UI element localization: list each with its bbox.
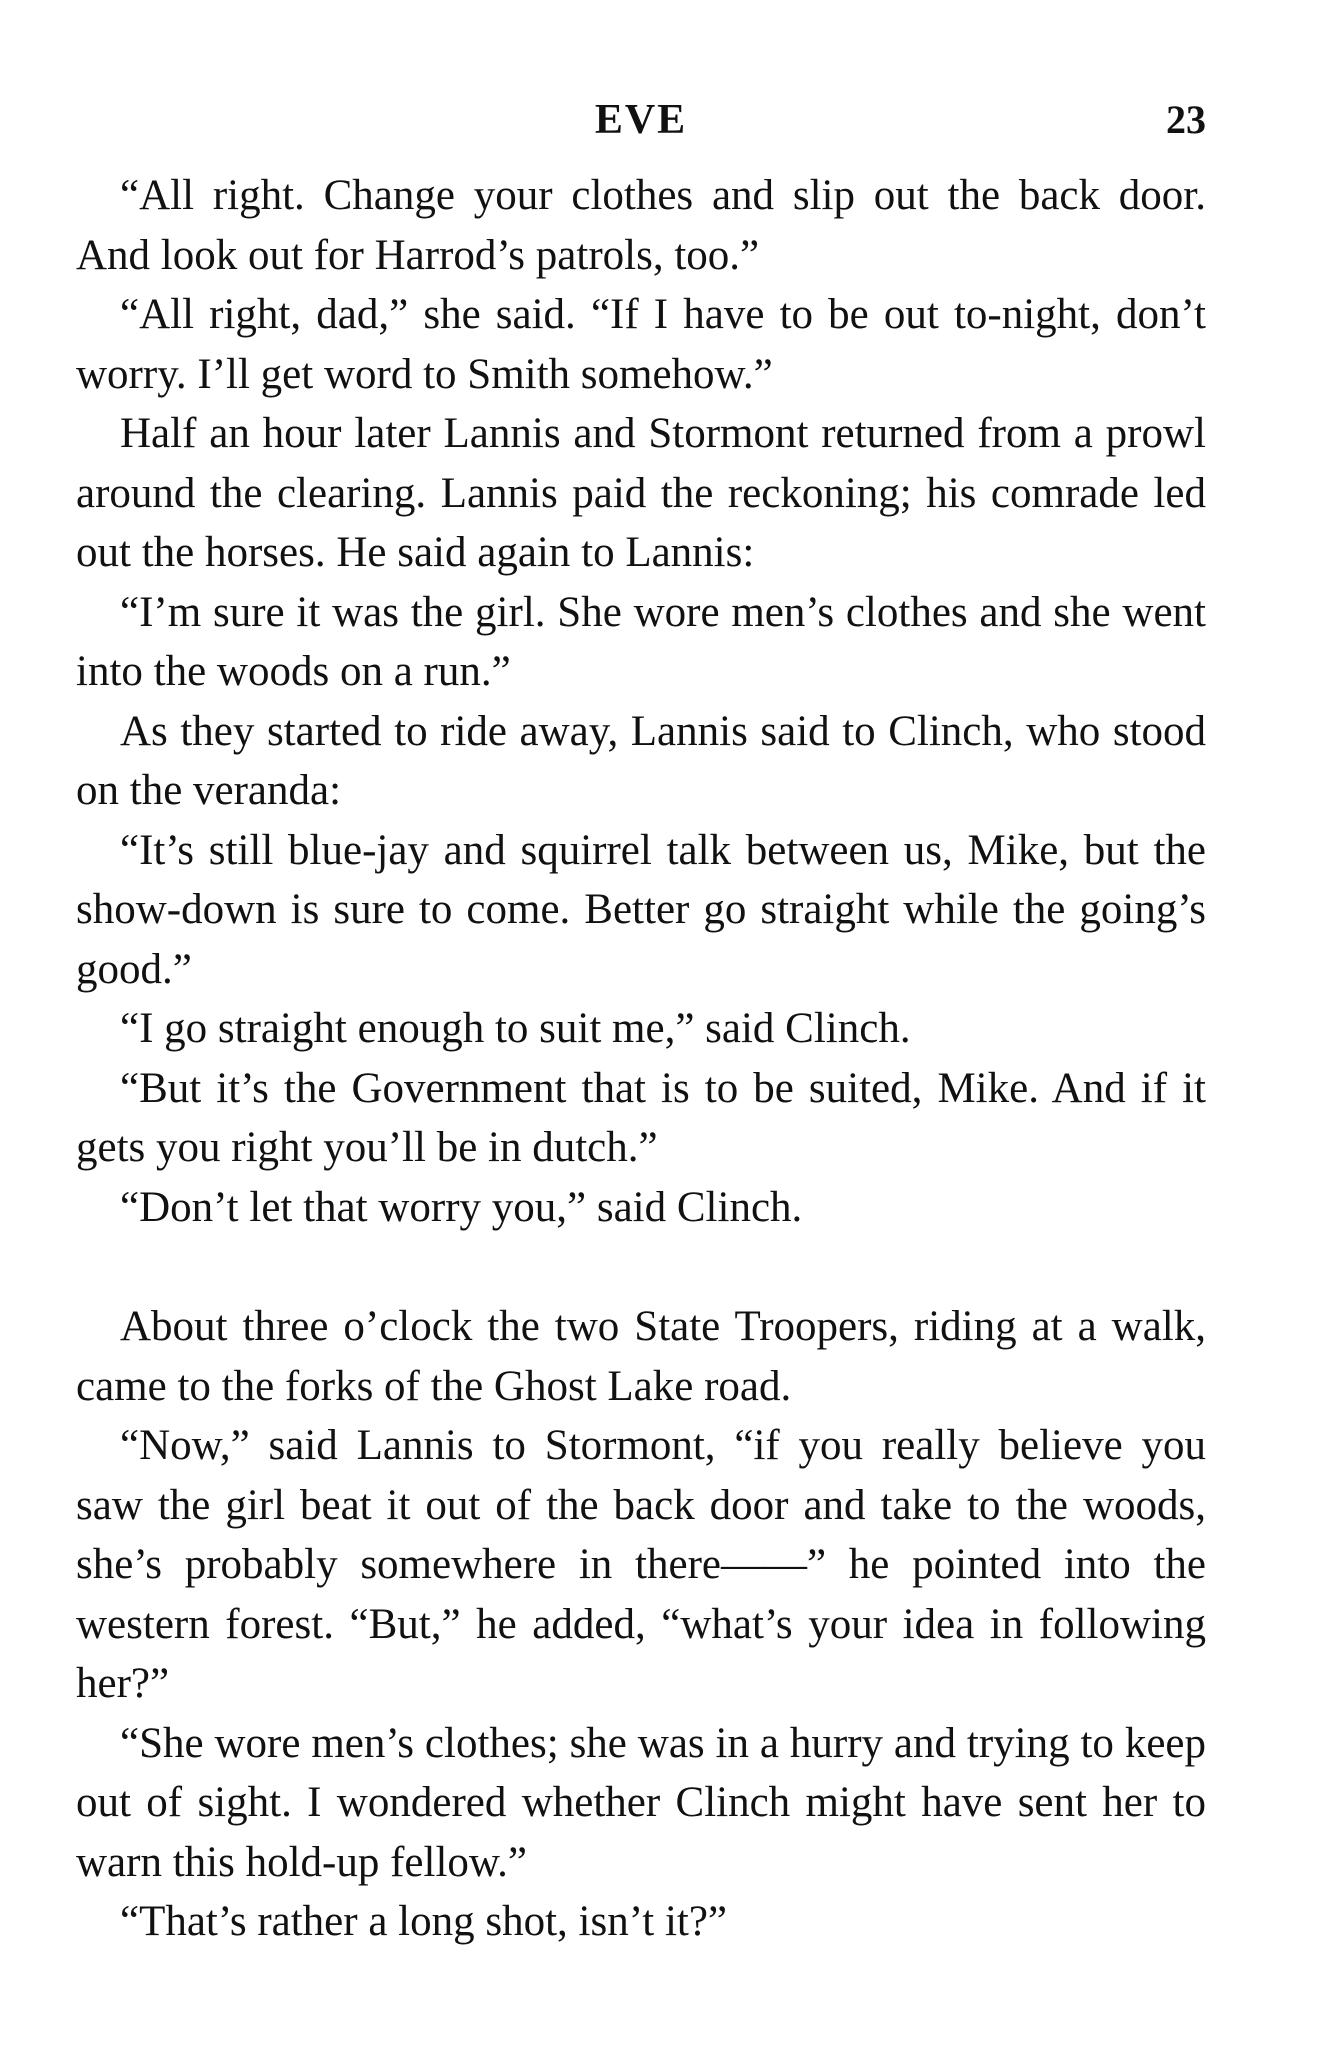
running-title: EVE xyxy=(594,97,688,143)
paragraph: Half an hour later Lannis and Stormont returned from a prowl around the clearing. Lannis paid the reckoning; his comrade led out the horses. He said again to Lannis: xyxy=(76,410,1206,576)
body-text xyxy=(76,166,1206,1952)
paragraph: “Don’t let that worry you,” said Clinch. xyxy=(120,1183,803,1231)
running-header xyxy=(76,96,1206,156)
paragraph: “She wore men’s clothes; she was in a hurry and trying to keep out of sight. I wondered whether Clinch might have sent her to warn this hold-up fellow.” xyxy=(76,1719,1206,1886)
page-number: 23 xyxy=(1166,97,1206,142)
paragraph: “That’s rather a long shot, isn’t it?” xyxy=(120,1898,728,1945)
section-break xyxy=(76,1237,1206,1297)
paragraph: “It’s still blue-jay and squirrel talk between us, Mike, but the show-down is sure to come. Better go straight while the going’s good.” xyxy=(76,826,1206,993)
paragraph: About three o’clock the two State Troopers, riding at a walk, came to the forks of the Ghost Lake road. xyxy=(76,1303,1206,1410)
paragraph: “All right. Change your clothes and slip out the back door. And look out for Harrod’s patrols, too.” xyxy=(76,172,1206,279)
paragraph: “I go straight enough to suit me,” said Clinch. xyxy=(120,1005,911,1052)
paragraph: As they started to ride away, Lannis said to Clinch, who stood on the veranda: xyxy=(76,707,1206,814)
paragraph: “I’m sure it was the girl. She wore men’s clothes and she went into the woods on a run.” xyxy=(76,588,1206,695)
paragraph: “Now,” said Lannis to Stormont, “if you really believe you saw the girl beat it out of the back door and take to the woods, she’s probably somewhere in there——” he pointed into the western forest. “But,” he added, “what’s your idea in following her?” xyxy=(76,1422,1206,1707)
book-page xyxy=(76,96,1206,1952)
paragraph: “All right, dad,” she said. “If I have to be out to-night, don’t worry. I’ll get word to Smith somehow.” xyxy=(76,291,1206,398)
paragraph: “But it’s the Government that is to be suited, Mike. And if it gets you right you’ll be in dutch.” xyxy=(76,1064,1206,1171)
